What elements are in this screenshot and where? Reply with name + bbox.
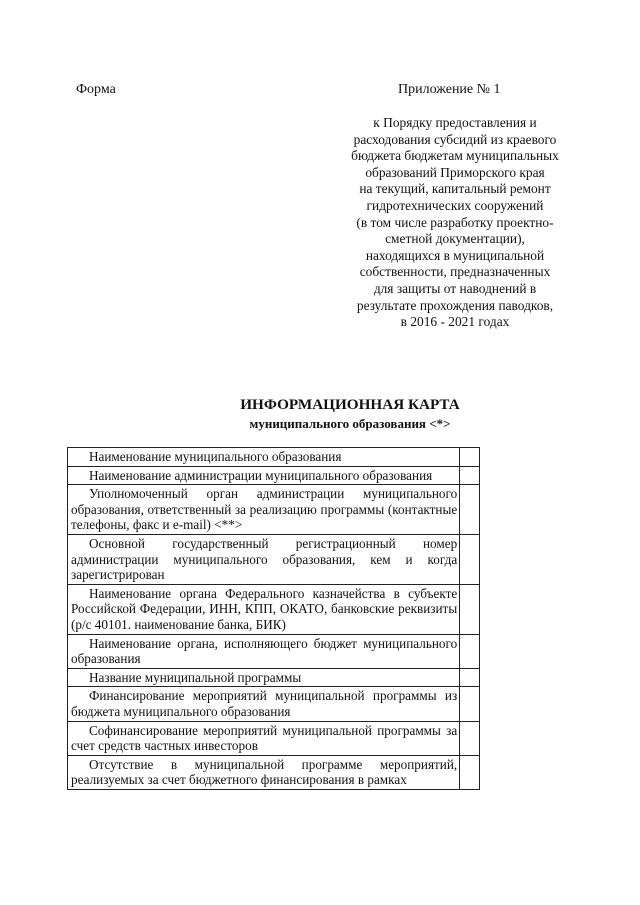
row-label: Отсутствие в муниципальной программе мероприятий, реализуемых за счет бюджетного финансирования в рамках	[71, 756, 458, 788]
table-row	[68, 634, 480, 668]
info-table	[67, 447, 480, 790]
table-row	[68, 687, 480, 721]
row-label-cell	[68, 668, 460, 687]
row-label-cell	[68, 534, 460, 584]
row-label: Уполномоченный орган администрации муниципального образования, ответственный за реализацию программы (контактные телефоны, факс и e-mail) <**>	[71, 486, 458, 533]
row-value-cell[interactable]	[460, 584, 480, 634]
row-label: Наименование органа Федерального казначейства в субъекте Российской Федерации, ИНН, КПП, ОКАТО, банковские реквизиты (р/с 40101. наименование банка, БИК)	[71, 585, 458, 632]
row-value-cell[interactable]	[460, 534, 480, 584]
row-value-cell[interactable]	[460, 755, 480, 789]
row-label: Наименование органа, исполняющего бюджет муниципального образования	[71, 635, 458, 667]
row-label-cell	[68, 448, 460, 467]
row-value-cell[interactable]	[460, 721, 480, 755]
document-title: ИНФОРМАЦИОННАЯ КАРТА	[240, 396, 460, 413]
table-row	[68, 534, 480, 584]
row-label: Название муниципальной программы	[89, 669, 302, 685]
row-label: Финансирование мероприятий муниципальной программы из бюджета муниципального образования	[71, 688, 458, 719]
row-value-cell[interactable]	[460, 668, 480, 687]
table-row	[68, 755, 480, 789]
row-label-cell	[68, 485, 460, 535]
row-label: Софинансирование мероприятий муниципальной программы за счет средств частных инвесторов	[71, 722, 458, 754]
table-row	[68, 584, 480, 634]
form-label: Форма	[76, 82, 116, 97]
row-value-cell[interactable]	[460, 485, 480, 535]
document-subtitle: муниципального образования <*>	[249, 416, 451, 431]
table-row	[68, 448, 480, 467]
row-label-cell	[68, 584, 460, 634]
row-label-cell	[68, 466, 460, 485]
table-row	[68, 721, 480, 755]
row-value-cell[interactable]	[460, 466, 480, 485]
row-value-cell[interactable]	[460, 634, 480, 668]
row-label: Наименование муниципального образования	[89, 449, 342, 464]
row-label: Основной государственный регистрационный номер администрации муниципального образования, кем и когда зарегистрирован	[71, 535, 458, 583]
row-value-cell[interactable]	[460, 687, 480, 721]
row-label-cell	[68, 721, 460, 755]
table-row	[68, 466, 480, 485]
row-label-cell	[68, 634, 460, 668]
appendix-text: к Порядку предоставления и расходования субсидий из краевого бюджета бюджетам муниципальных образований Приморского края на текущий, капитальный ремонт гидротехнических сооружений (в том числе разработку проектно- сметной документации), находящихся в муниципальной собственности, предназначенных для защиты от наводнений в результате прохождения паводков, в 2016 - 2021 годах	[351, 115, 559, 330]
row-label: Наименование администрации муниципального образования	[89, 467, 433, 483]
table-row	[68, 485, 480, 535]
appendix-number: Приложение № 1	[398, 82, 501, 97]
table-row	[68, 668, 480, 687]
row-value-cell[interactable]	[460, 448, 480, 467]
row-label-cell	[68, 687, 460, 721]
row-label-cell	[68, 755, 460, 789]
